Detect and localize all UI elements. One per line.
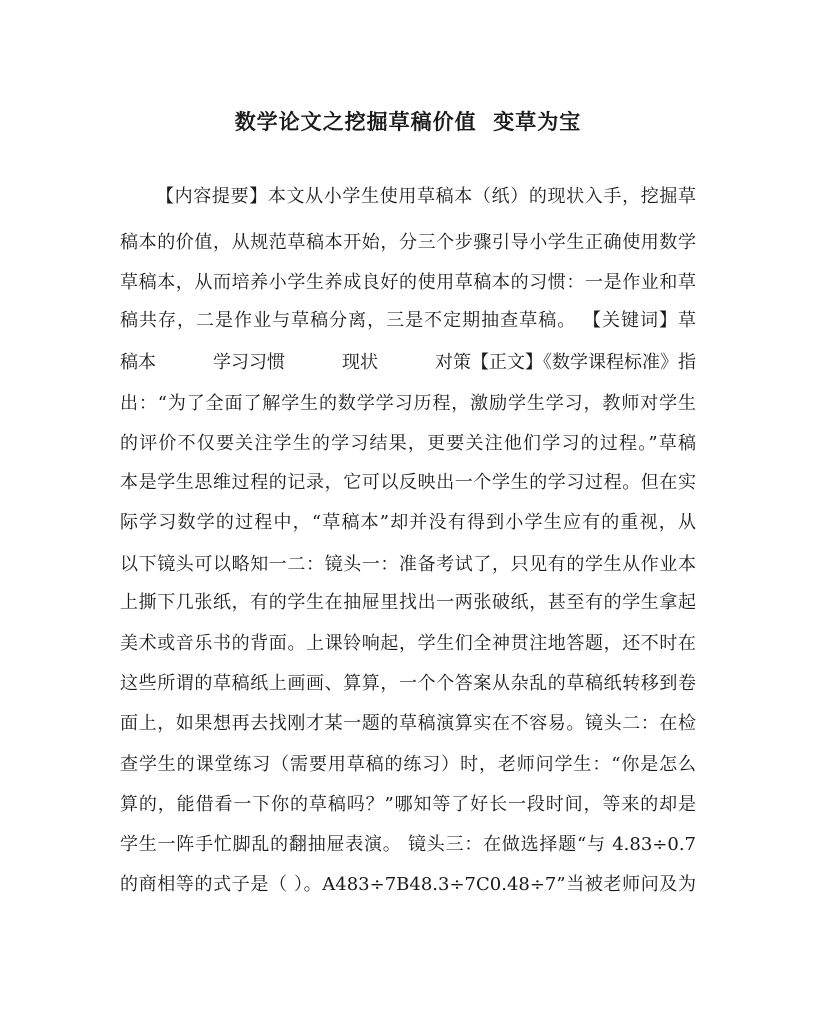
keyword: 学习习惯 [213,352,285,373]
text-line: 查学生的课堂练习（需要用草稿的练习）时，老师问学生：“你是怎么 [120,754,696,775]
text-line: 学生一阵手忙脚乱的翻抽屉表演。 镜头三：在做选择题“与 4.83÷0.7 [120,834,696,855]
text-line: 以下镜头可以略知一二：镜头一：准备考试了，只见有的学生从作业本 [120,554,696,575]
text-line: 出：“为了全面了解学生的数学学习历程，激励学生学习，教师对学生 [120,393,696,414]
text-line: 这些所谓的草稿纸上画画、算算，一个个答案从杂乱的草稿纸转移到卷 [120,673,696,694]
keyword: 稿本 [120,352,156,373]
text-line: 【内容提要】本文从小学生使用草稿本（纸）的现状入手，挖掘草 [156,186,696,207]
text-line: 本是学生思维过程的记录，它可以反映出一个学生的学习过程。但在实 [120,472,696,493]
text-line: 美术或音乐书的背面。上课铃响起，学生们全神贯注地答题，还不时在 [120,633,696,654]
keyword: 现状 [342,352,378,373]
text-line: 的评价不仅要关注学生的学习结果，更要关注他们学习的过程。”草稿 [120,433,696,454]
page-title: 数学论文之挖掘草稿价值 变草为宝 [234,109,582,134]
text-line: 稿共存，二是作业与草稿分离，三是不定期抽查草稿。 【关键词】草 [120,310,696,331]
text-line: 际学习数学的过程中，“草稿本”却并没有得到小学生应有的重视，从 [120,512,696,533]
text-line: 草稿本，从而培养小学生养成良好的使用草稿本的习惯：一是作业和草 [120,272,696,293]
keywords-line [120,351,696,375]
text-line: 的商相等的式子是（ ）。A483÷7B48.3÷7C0.48÷7”当被老师问及为 [120,874,696,895]
text-line: 稿本的价值，从规范草稿本开始，分三个步骤引导小学生正确使用数学 [120,232,696,253]
text-line: 上撕下几张纸，有的学生在抽屉里找出一两张破纸，甚至有的学生拿起 [120,592,696,613]
text-line: 算的，能借看一下你的草稿吗？”哪知等了好长一段时间，等来的却是 [120,794,696,815]
text-line: 面上，如果想再去找刚才某一题的草稿演算实在不容易。镜头二：在检 [120,713,696,734]
keyword-text: 对策【正文】《数学课程标准》指 [435,352,696,373]
